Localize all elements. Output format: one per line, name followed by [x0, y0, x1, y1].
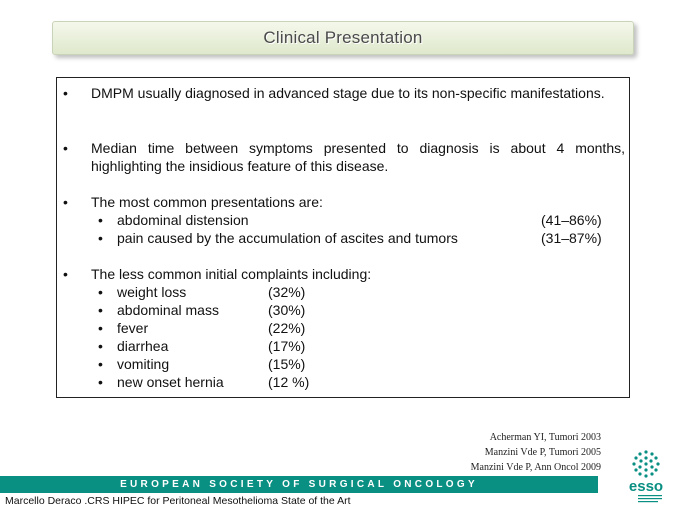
sub-item-percentage: (32%): [268, 284, 306, 300]
bullet-dot: •: [63, 85, 68, 101]
bullet-dot: •: [63, 194, 68, 210]
sub-item-percentage: (41–86%): [541, 212, 602, 228]
sub-item-label: weight loss: [117, 284, 187, 300]
sub-item-label: fever: [117, 320, 149, 336]
bullet-text: DMPM usually diagnosed in advanced stage due to its non-specific manifestations.: [91, 85, 605, 101]
sub-bullet-dot: •: [98, 212, 103, 228]
sub-item-label: abdominal distension: [117, 212, 249, 228]
sub-item-percentage: (30%): [268, 302, 306, 318]
sub-bullet-dot: •: [98, 374, 103, 390]
esso-logo-mark-icon: [624, 446, 668, 504]
sub-item-label: pain caused by the accumulation of ascites and tumors: [117, 230, 458, 246]
footer-band-text: EUROPEAN SOCIETY OF SURGICAL ONCOLOGY: [120, 479, 478, 490]
sub-item-label: diarrhea: [117, 338, 169, 354]
bullet-text: The most common presentations are:: [91, 194, 323, 210]
slide-title-bar: [52, 21, 634, 55]
bullet-text: Median time between symptoms presented to diagnosis is about 4 months, highlighting the insidious feature of this disease.: [91, 140, 625, 174]
sub-item-label: vomiting: [117, 356, 170, 372]
sub-bullet-dot: •: [98, 230, 103, 246]
esso-logo-text: esso: [628, 478, 664, 495]
reference-item: Manzini Vde P, Tumori 2005: [484, 447, 601, 458]
sub-bullet-dot: •: [98, 320, 103, 336]
reference-item: Acherman YI, Tumori 2003: [489, 432, 601, 443]
sub-bullet-dot: •: [98, 284, 103, 300]
sub-bullet-dot: •: [98, 338, 103, 354]
sub-item-percentage: (17%): [268, 338, 306, 354]
slide-caption: Marcello Deraco .CRS HIPEC for Peritoneal Mesothelioma State of the Art: [5, 495, 351, 507]
sub-bullet-dot: •: [98, 356, 103, 372]
footer-band: [0, 476, 598, 493]
content-box: [56, 77, 630, 398]
bullet-text: The less common initial complaints including:: [91, 266, 372, 282]
sub-bullet-dot: •: [98, 302, 103, 318]
sub-item-percentage: (31–87%): [541, 230, 602, 246]
sub-item-label: abdominal mass: [117, 302, 219, 318]
bullet-dot: •: [63, 266, 68, 282]
bullet-dot: •: [63, 140, 68, 156]
esso-logo: [624, 446, 668, 504]
sub-item-percentage: (12 %): [268, 374, 310, 390]
sub-item-label: new onset hernia: [117, 374, 224, 390]
reference-item: Manzini Vde P, Ann Oncol 2009: [470, 462, 601, 473]
sub-item-percentage: (15%): [268, 356, 306, 372]
sub-item-percentage: (22%): [268, 320, 306, 336]
references: [471, 430, 601, 475]
slide-title: Clinical Presentation: [263, 28, 423, 47]
